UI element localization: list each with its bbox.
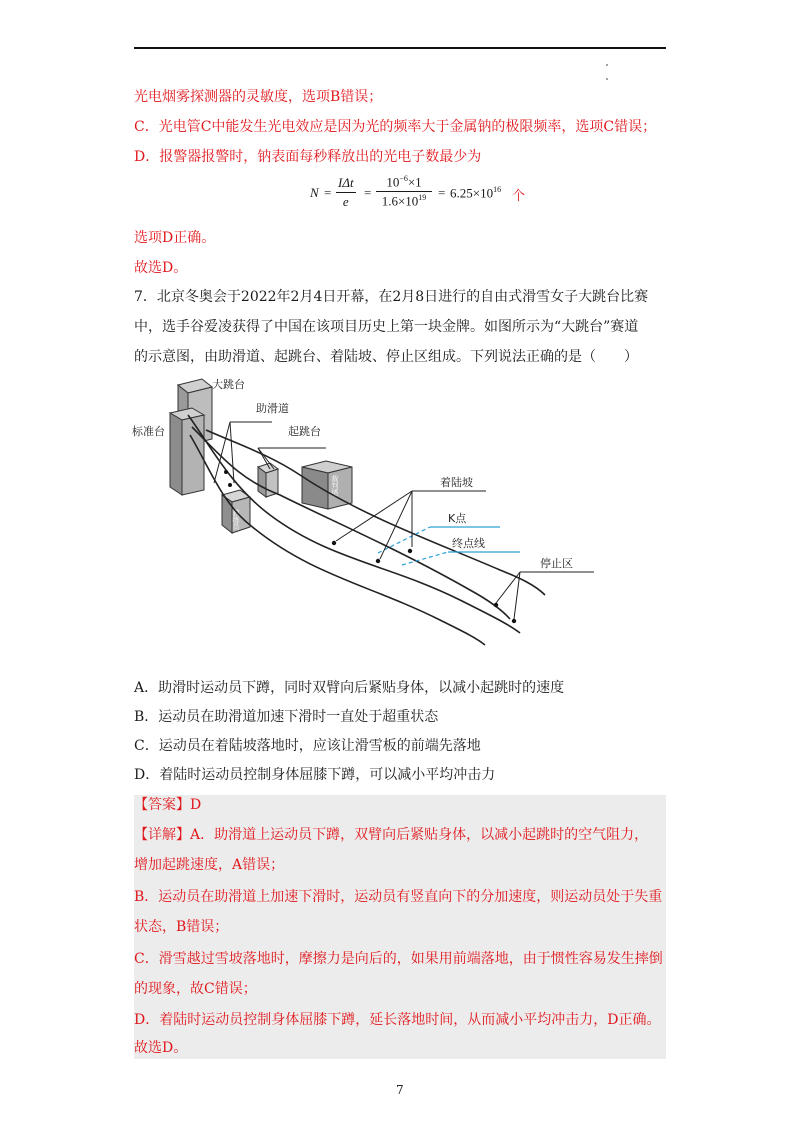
detail-line: 故选D。: [134, 1040, 188, 1056]
zhuhuadao-leader: [230, 422, 234, 483]
detail-line: 增加起跳速度，A错误；: [134, 857, 285, 873]
formula-frac1-den: e: [342, 194, 349, 209]
detail-line: B．运动员在助滑道上加速下滑时，运动员有竖直向下的分加速度，则运动员处于失重: [134, 889, 663, 905]
judge-tower-label: 裁判塔: [331, 475, 339, 496]
formula-result-exp: 16: [493, 185, 502, 194]
question-line: 的示意图，由助滑道、起跳台、着陆坡、停止区组成。下列说法正确的是（ ）: [134, 349, 638, 365]
formula-frac2-den-base: 1.6×10: [381, 193, 419, 209]
blue-guide-lines: [378, 527, 520, 565]
formula-eq: =: [324, 185, 332, 200]
detail-line: 状态，B错误；: [134, 919, 229, 935]
option-b: B．运动员在助滑道加速下滑时一直处于超重状态: [134, 709, 439, 725]
formula-eq: =: [364, 185, 372, 200]
label-approach-track: 助滑道: [256, 402, 289, 415]
header-rule: [134, 47, 666, 49]
formula-frac2-num-base: 10: [386, 174, 400, 190]
choose-line: 故选D。: [134, 260, 188, 276]
formula-lhs: N: [310, 185, 319, 200]
solution-line-b: 光电烟雾探测器的灵敏度，选项B错误；: [134, 89, 383, 105]
detail-line: 的现象，故C错误；: [134, 981, 257, 997]
formula-frac2-num-exp: −6: [399, 174, 408, 183]
label-stop-area: 停止区: [540, 557, 573, 570]
page-number: 7: [396, 1083, 404, 1097]
solution-line-c: C．光电管C中能发生光电效应是因为光的频率大于金属钠的极限频率，选项C错误；: [134, 119, 657, 135]
track-marker: [224, 470, 228, 474]
formula-unit: 个: [512, 189, 526, 204]
header-dot: [606, 78, 608, 80]
label-finish-line: 终点线: [452, 537, 485, 550]
label-takeoff: 起跳台: [288, 425, 321, 438]
track-marker: [228, 483, 232, 487]
detail-line: D．着陆时运动员控制身体屈膝下蹲，延长落地时间，从而减小平均冲击力，D正确。: [134, 1012, 661, 1028]
label-landing-slope: 着陆坡: [440, 476, 473, 489]
formula-result: [450, 185, 501, 201]
label-k-point: K点: [448, 512, 467, 525]
track-marker: [494, 603, 498, 607]
label-standard-tower: 标准台: [132, 425, 165, 438]
formula-result-base: 6.25×10: [450, 185, 494, 201]
track-marker: [376, 559, 380, 563]
takeoff-block: [258, 463, 278, 497]
header-dot: [606, 64, 608, 66]
finish-line-dashed: [402, 552, 448, 565]
label-big-jump: 大跳台: [212, 378, 245, 391]
formula-frac2: [376, 174, 432, 210]
formula-frac2-num-tail: ×1: [407, 174, 422, 190]
formula-eq: =: [438, 185, 446, 200]
detail-line: 【详解】A．助滑道上运动员下蹲，双臂向后紧贴身体，以减小起跳时的空气阻力，: [134, 827, 649, 843]
question-line: 7．北京冬奥会于2022年2月4日开幕，在2月8日进行的自由式滑雪女子大跳台比赛: [134, 289, 649, 305]
option-a: A．助滑时运动员下蹲，同时双臂向后紧贴身体，以减小起跳时的速度: [134, 680, 565, 696]
solution-line-d: D．报警器报警时，钠表面每秒释放出的光电子数最少为: [134, 149, 482, 165]
formula-frac1: [336, 175, 356, 210]
coach-box-label: 教练员: [232, 509, 240, 530]
formula-frac2-num: [376, 174, 432, 192]
detail-line: C．滑雪越过雪坡落地时，摩擦力是向后的，如果用前端落地，由于惯性容易发生摔倒: [134, 951, 663, 967]
track-marker: [512, 619, 516, 623]
track-line-right: [206, 430, 545, 595]
ski-jump-diagram: [130, 375, 610, 670]
track-marker: [408, 549, 412, 553]
k-point-dashed-line: [378, 527, 430, 553]
question-line: 中，选手谷爱凌获得了中国在该项目历史上第一块金牌。如图所示为“大跳台”赛道: [134, 319, 639, 335]
option-c: C．运动员在着陆坡落地时，应该让滑雪板的前端先落地: [134, 738, 481, 754]
answer-line: 【答案】D: [134, 797, 202, 813]
formula-frac2-den: [376, 192, 432, 209]
option-d: D．着陆时运动员控制身体屈膝下蹲，可以减小平均冲击力: [134, 767, 496, 783]
formula-frac2-den-exp: 19: [418, 193, 427, 203]
conclusion-line: 选项D正确。: [134, 230, 216, 246]
formula-frac1-num: IΔt: [336, 175, 356, 193]
track-marker: [332, 541, 336, 545]
